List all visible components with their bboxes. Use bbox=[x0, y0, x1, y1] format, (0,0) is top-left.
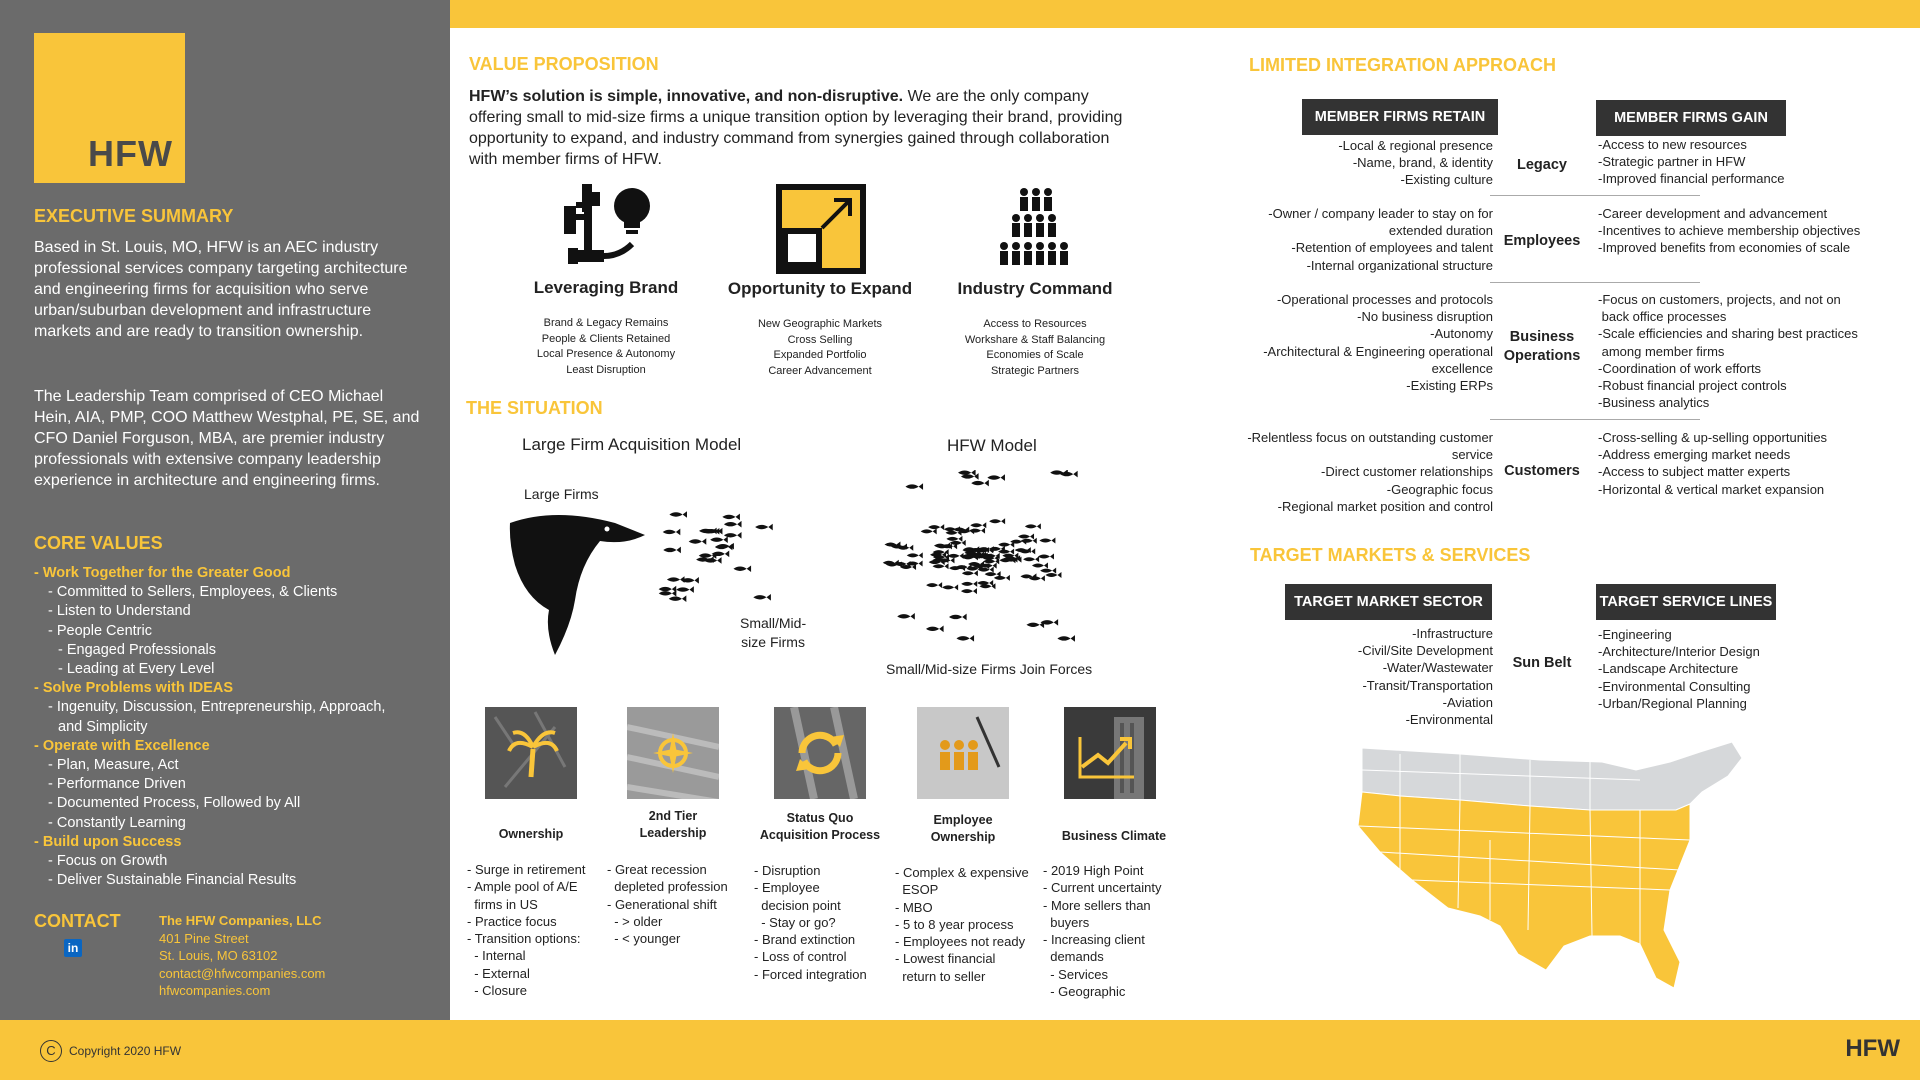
fish-icon bbox=[1039, 537, 1055, 543]
hfw-logo bbox=[34, 33, 185, 183]
retain-item: -Autonomy bbox=[1430, 326, 1493, 342]
pillar-items bbox=[506, 316, 706, 378]
value-proposition-lead: HFW’s solution is simple, innovative, and non-disruptive. bbox=[469, 88, 904, 105]
pillar-item: Workshare & Staff Balancing bbox=[964, 333, 1106, 346]
gain-customers-list bbox=[1598, 429, 1898, 498]
factor-item: depleted profession bbox=[607, 879, 728, 895]
gain-label: MEMBER FIRMS GAIN bbox=[1596, 100, 1786, 136]
fish-icon bbox=[971, 480, 989, 487]
large-firms-label: Large Firms bbox=[524, 486, 599, 502]
divider bbox=[1490, 195, 1700, 196]
target-service-label: TARGET SERVICE LINES bbox=[1596, 584, 1776, 620]
retain-employees-list bbox=[1233, 205, 1493, 274]
target-sector-item: -Aviation bbox=[1442, 694, 1493, 710]
retain-item: -Operational processes and protocols bbox=[1276, 292, 1493, 307]
integration-heading: LIMITED INTEGRATION APPROACH bbox=[1249, 55, 1556, 75]
factor-item: - 5 to 8 year process bbox=[895, 916, 1014, 932]
fish-icon bbox=[948, 553, 964, 559]
target-service-item: -Environmental Consulting bbox=[1598, 678, 1751, 694]
factor-caption: Ownership bbox=[498, 827, 564, 841]
fish-icon bbox=[669, 511, 687, 518]
fish-icon bbox=[1057, 635, 1075, 642]
copyright-text: Copyright 2020 HFW bbox=[69, 1044, 182, 1058]
factor-list-business-climate bbox=[1043, 862, 1162, 1000]
pillar-items bbox=[720, 317, 920, 379]
retain-item: -Existing culture bbox=[1400, 172, 1493, 188]
expand-arrow-icon bbox=[776, 184, 866, 274]
hfw-model-label: HFW Model bbox=[947, 436, 1037, 455]
core-value-item: - Leading at Every Level bbox=[58, 661, 215, 678]
retain-customers-list bbox=[1233, 429, 1493, 515]
growth-chart-icon bbox=[1064, 707, 1156, 799]
fish-icon bbox=[961, 588, 977, 594]
retain-item: excellence bbox=[1431, 360, 1493, 376]
target-sector-label: TARGET MARKET SECTOR bbox=[1285, 584, 1492, 620]
core-value-item: - Ingenuity, Discussion, Entrepreneurship, Approach, bbox=[48, 699, 386, 716]
gain-item: -Strategic partner in HFW bbox=[1598, 154, 1746, 170]
row-label-customers: Customers bbox=[1504, 463, 1580, 479]
pillar-industry-command bbox=[935, 279, 1135, 379]
factor-item: - External bbox=[467, 965, 530, 981]
fish-icon bbox=[659, 590, 677, 597]
core-value-item: - Plan, Measure, Act bbox=[48, 757, 179, 774]
factor-item: - Geographic bbox=[1043, 984, 1126, 1000]
pillar-item: Local Presence & Autonomy bbox=[536, 348, 676, 360]
retain-item: -Architectural & Engineering operational bbox=[1263, 343, 1493, 359]
value-proposition-text bbox=[469, 86, 1139, 170]
gain-item: among member firms bbox=[1598, 343, 1725, 359]
row-label-business-operations: Business Operations bbox=[1503, 329, 1581, 364]
fish-icon bbox=[921, 528, 937, 534]
row-label-employees: Employees bbox=[1503, 233, 1581, 249]
retain-item: -Name, brand, & identity bbox=[1352, 155, 1493, 171]
core-value-item: - Constantly Learning bbox=[48, 814, 186, 831]
fish-icon bbox=[710, 536, 728, 543]
fish-icon bbox=[1021, 538, 1037, 544]
factor-caption: 2nd Tier Leadership bbox=[639, 809, 707, 840]
factor-item: - Surge in retirement bbox=[467, 862, 586, 877]
factor-item: - Lowest financial bbox=[895, 951, 996, 967]
retain-item: -Relentless focus on outstanding customer bbox=[1247, 430, 1493, 445]
factor-item: - Employee bbox=[754, 880, 820, 896]
gain-item: -Improved benefits from economies of scale bbox=[1598, 240, 1851, 256]
factor-item: - Stay or go? bbox=[754, 914, 836, 930]
people-pyramid-icon bbox=[996, 186, 1076, 274]
factor-list-leadership bbox=[607, 861, 728, 947]
retain-operations-list bbox=[1233, 291, 1493, 394]
fish-icon bbox=[1040, 568, 1056, 574]
factor-item: firms in US bbox=[467, 896, 538, 912]
contact-heading: CONTACT bbox=[34, 911, 121, 931]
gain-employees-list bbox=[1598, 205, 1898, 257]
target-sector-item: -Transit/Transportation bbox=[1362, 677, 1493, 693]
value-proposition-heading: VALUE PROPOSITION bbox=[469, 54, 659, 74]
pillar-title: Industry Command bbox=[957, 279, 1113, 298]
hand-bulb-icon bbox=[560, 184, 655, 274]
retain-item: -Retention of employees and talent bbox=[1291, 240, 1493, 256]
pillar-item: Economies of Scale bbox=[986, 349, 1084, 361]
contact-street: 401 Pine Street bbox=[159, 930, 249, 946]
pillar-item: Strategic Partners bbox=[990, 364, 1080, 377]
factor-caption: Status Quo Acquisition Process bbox=[759, 811, 881, 842]
gain-item: -Horizontal & vertical market expansion bbox=[1598, 481, 1825, 497]
gain-item: -Career development and advancement bbox=[1598, 206, 1828, 221]
fish-icon bbox=[1060, 471, 1078, 478]
factor-item: - Ample pool of A/E bbox=[467, 879, 578, 895]
value-proposition-body: We are the only company offering small to mid-size firms a unique transition option by leveraging their brand, providing opportunity to expand, and industry command from synergies gained through collaboration with member firms of HFW. bbox=[469, 88, 1123, 168]
factor-item: decision point bbox=[754, 897, 841, 913]
core-value-heading: - Work Together for the Greater Good bbox=[34, 565, 291, 581]
factor-item: - Internal bbox=[467, 948, 526, 964]
target-sector-item: -Civil/Site Development bbox=[1357, 643, 1493, 659]
fish-icon bbox=[897, 613, 915, 620]
fish-icon bbox=[1038, 554, 1054, 560]
fish-icon bbox=[669, 595, 687, 602]
pillar-item: Access to Resources bbox=[983, 318, 1087, 330]
fish-icon bbox=[1025, 523, 1041, 529]
fish-icon bbox=[1018, 534, 1034, 540]
retain-item: -No business disruption bbox=[1357, 309, 1493, 325]
pillar-item: People & Clients Retained bbox=[541, 332, 671, 345]
pillar-item: New Geographic Markets bbox=[757, 318, 883, 330]
target-service-item: -Architecture/Interior Design bbox=[1598, 644, 1760, 660]
target-sectors-list bbox=[1233, 625, 1493, 728]
target-sector-item: -Infrastructure bbox=[1412, 626, 1493, 641]
pillar-title: Opportunity to Expand bbox=[727, 279, 913, 298]
top-accent-bar bbox=[450, 0, 1920, 28]
sidebar bbox=[0, 0, 450, 1020]
core-value-item: and Simplicity bbox=[58, 718, 148, 735]
factor-list-status-quo bbox=[754, 862, 867, 983]
gain-item: -Business analytics bbox=[1598, 395, 1710, 411]
pillar-item: Career Advancement bbox=[768, 364, 872, 377]
pillar-items bbox=[935, 317, 1135, 379]
core-value-item: - People Centric bbox=[48, 622, 152, 639]
core-value-item: - Performance Driven bbox=[48, 776, 186, 793]
large-firm-model-label: Large Firm Acquisition Model bbox=[522, 435, 742, 454]
core-value-item: - Engaged Professionals bbox=[58, 641, 216, 658]
core-values-list bbox=[34, 564, 434, 890]
fish-icon bbox=[724, 521, 742, 528]
bottom-accent-bar bbox=[0, 1020, 1920, 1080]
retain-item: -Geographic focus bbox=[1386, 481, 1493, 497]
fish-icon bbox=[755, 524, 773, 531]
factor-item: - Great recession bbox=[607, 862, 707, 877]
contact-email[interactable]: contact@hfwcompanies.com bbox=[159, 965, 326, 981]
target-service-item: -Landscape Architecture bbox=[1598, 661, 1739, 677]
core-value-item: - Committed to Sellers, Employees, & Clients bbox=[48, 584, 338, 601]
compass-icon bbox=[627, 707, 719, 799]
cycle-arrows-icon bbox=[774, 707, 866, 799]
fish-icon bbox=[689, 538, 707, 545]
situation-heading: THE SITUATION bbox=[466, 398, 603, 418]
factor-item: - Employees not ready bbox=[895, 934, 1026, 950]
retain-item: -Direct customer relationships bbox=[1321, 464, 1493, 480]
gain-operations-list bbox=[1598, 291, 1898, 411]
retain-item: -Owner / company leader to stay on for bbox=[1268, 206, 1493, 221]
factor-item: - Current uncertainty bbox=[1043, 880, 1162, 896]
divider bbox=[1490, 282, 1700, 283]
executive-summary-paragraph-2: The Leadership Team comprised of CEO Michael Hein, AIA, PMP, COO Matthew Westphal, PE, SE, and CFO Daniel Forguson, MBA, are premier industry professionals with extensive company leadership experience in architecture and engineering firms. bbox=[34, 388, 420, 489]
fish-icon bbox=[926, 582, 942, 588]
factor-item: - Services bbox=[1043, 966, 1109, 982]
core-value-heading: - Solve Problems with IDEAS bbox=[34, 680, 234, 697]
fish-icon bbox=[962, 570, 978, 576]
region-label: Sun Belt bbox=[1512, 655, 1572, 671]
retain-legacy-list bbox=[1233, 137, 1493, 189]
small-firms-label: Small/Mid- size Firms bbox=[740, 615, 807, 650]
us-sunbelt-map bbox=[1340, 740, 1760, 1000]
pillar-item: Expanded Portfolio bbox=[773, 349, 867, 361]
factor-item: - More sellers than bbox=[1043, 897, 1151, 913]
gain-item: -Address emerging market needs bbox=[1598, 447, 1791, 463]
retain-item: -Existing ERPs bbox=[1406, 378, 1493, 394]
gain-item: -Improved financial performance bbox=[1598, 171, 1785, 187]
gain-item: back office processes bbox=[1598, 309, 1727, 325]
factor-item: demands bbox=[1043, 949, 1104, 965]
fish-icon bbox=[907, 552, 923, 558]
fish-icon bbox=[970, 522, 986, 528]
pillar-item: Cross Selling bbox=[787, 333, 853, 346]
gain-item: -Access to new resources bbox=[1598, 137, 1747, 152]
gain-item: -Robust financial project controls bbox=[1598, 378, 1787, 394]
factor-item: - < younger bbox=[607, 931, 681, 947]
factor-item: return to seller bbox=[895, 968, 986, 984]
row-label-legacy: Legacy bbox=[1517, 157, 1567, 173]
executive-summary-heading: EXECUTIVE SUMMARY bbox=[34, 206, 234, 226]
factor-item: - MBO bbox=[895, 899, 933, 915]
gain-item: -Cross-selling & up-selling opportunities bbox=[1598, 430, 1828, 445]
linkedin-icon[interactable]: in bbox=[64, 939, 82, 957]
gain-item: -Access to subject matter experts bbox=[1598, 464, 1791, 480]
contact-website[interactable]: hfwcompanies.com bbox=[159, 983, 271, 998]
palm-tree-icon bbox=[485, 707, 577, 799]
fish-icon bbox=[994, 575, 1010, 581]
fish-icon bbox=[949, 614, 967, 621]
factor-item: - Practice focus bbox=[467, 913, 557, 929]
small-fish-school-icon bbox=[640, 500, 780, 610]
factor-item: - 2019 High Point bbox=[1043, 863, 1144, 878]
factor-list-employee-ownership bbox=[895, 864, 1029, 985]
target-markets-heading: TARGET MARKETS & SERVICES bbox=[1250, 545, 1531, 565]
retain-item: -Internal organizational structure bbox=[1306, 257, 1493, 273]
fish-icon bbox=[956, 635, 974, 642]
factor-item: - Disruption bbox=[754, 863, 821, 878]
logo-text: HFW bbox=[88, 133, 173, 174]
factor-item: - > older bbox=[607, 913, 663, 929]
factor-item: - Closure bbox=[467, 983, 527, 999]
factor-item: - Transition options: bbox=[467, 931, 581, 947]
footer-logo: HFW bbox=[1845, 1035, 1900, 1062]
core-value-item: - Focus on Growth bbox=[48, 853, 168, 870]
target-service-item: -Urban/Regional Planning bbox=[1598, 695, 1747, 711]
retain-item: service bbox=[1451, 447, 1493, 463]
gain-legacy-list bbox=[1598, 136, 1898, 188]
fish-icon bbox=[753, 594, 771, 601]
fish-icon bbox=[663, 529, 681, 536]
contact-company: The HFW Companies, LLC bbox=[159, 913, 322, 928]
factor-item: - Brand extinction bbox=[754, 932, 856, 948]
gain-item: -Incentives to achieve membership objectives bbox=[1598, 223, 1861, 239]
fish-icon bbox=[942, 584, 958, 590]
factor-list-ownership bbox=[467, 861, 586, 999]
gain-item: -Coordination of work efforts bbox=[1598, 360, 1762, 376]
core-value-heading: - Operate with Excellence bbox=[34, 737, 210, 754]
fish-icon bbox=[663, 547, 681, 554]
factor-item: buyers bbox=[1043, 914, 1090, 930]
core-value-item: - Deliver Sustainable Financial Results bbox=[48, 872, 297, 889]
fish-icon bbox=[1032, 562, 1048, 568]
employees-icon bbox=[917, 707, 1009, 799]
pillar-opportunity-to-expand bbox=[720, 279, 920, 379]
contact-city: St. Louis, MO 63102 bbox=[159, 948, 278, 963]
target-sector-item: -Water/Wastewater bbox=[1382, 660, 1493, 676]
factor-item: - Loss of control bbox=[754, 949, 847, 965]
factor-caption: Employee Ownership bbox=[930, 813, 996, 844]
pillar-item: Least Disruption bbox=[566, 363, 646, 376]
gain-item: -Focus on customers, projects, and not on bbox=[1598, 292, 1841, 307]
factor-item: - Forced integration bbox=[754, 966, 867, 982]
retain-item: extended duration bbox=[1388, 223, 1493, 239]
core-value-heading: - Build upon Success bbox=[34, 833, 182, 850]
pillar-title: Leveraging Brand bbox=[533, 278, 679, 297]
retain-item: -Regional market position and control bbox=[1277, 498, 1493, 514]
copyright-icon: C bbox=[40, 1040, 62, 1062]
core-value-item: - Listen to Understand bbox=[48, 603, 191, 620]
fish-icon bbox=[987, 474, 1005, 481]
fish-icon bbox=[905, 483, 923, 490]
fish-icon bbox=[989, 518, 1005, 524]
fish-icon bbox=[926, 626, 944, 633]
gain-item: -Scale efficiencies and sharing best practices bbox=[1598, 326, 1858, 342]
fish-icon bbox=[1045, 572, 1061, 578]
factor-item: - Increasing client bbox=[1043, 932, 1145, 948]
contact-info bbox=[159, 912, 325, 1000]
target-services-list bbox=[1598, 626, 1898, 712]
fish-icon bbox=[722, 514, 740, 521]
join-forces-label: Small/Mid-size Firms Join Forces bbox=[886, 661, 1093, 677]
fish-icon bbox=[676, 586, 694, 593]
executive-summary-paragraph-1: Based in St. Louis, MO, HFW is an AEC industry professional services company targeting architecture and engineering firms for acquisition who serve urban/suburban development and infrastructure markets and are ready to transition ownership. bbox=[34, 239, 408, 340]
fish-forming-big-fish-icon bbox=[870, 470, 1100, 650]
core-value-item: - Documented Process, Followed by All bbox=[48, 795, 301, 812]
fish-icon bbox=[733, 565, 751, 572]
fish-icon bbox=[667, 576, 685, 583]
target-sector-item: -Environmental bbox=[1405, 712, 1493, 728]
factor-item: - Generational shift bbox=[607, 896, 717, 912]
pillar-leveraging-brand bbox=[506, 278, 706, 378]
fish-icon bbox=[961, 581, 977, 587]
retain-label: MEMBER FIRMS RETAIN bbox=[1302, 99, 1498, 135]
target-service-item: -Engineering bbox=[1598, 627, 1672, 642]
fish-icon bbox=[1023, 556, 1039, 562]
retain-item: -Local & regional presence bbox=[1338, 138, 1493, 153]
factor-item: - Complex & expensive bbox=[895, 865, 1029, 880]
factor-caption: Business Climate bbox=[1061, 829, 1167, 843]
fish-icon bbox=[998, 549, 1014, 555]
factor-item: ESOP bbox=[895, 882, 939, 898]
divider bbox=[1490, 419, 1700, 420]
core-values-heading: CORE VALUES bbox=[34, 533, 163, 553]
pillar-item: Brand & Legacy Remains bbox=[543, 317, 669, 329]
shark-icon bbox=[505, 505, 655, 660]
